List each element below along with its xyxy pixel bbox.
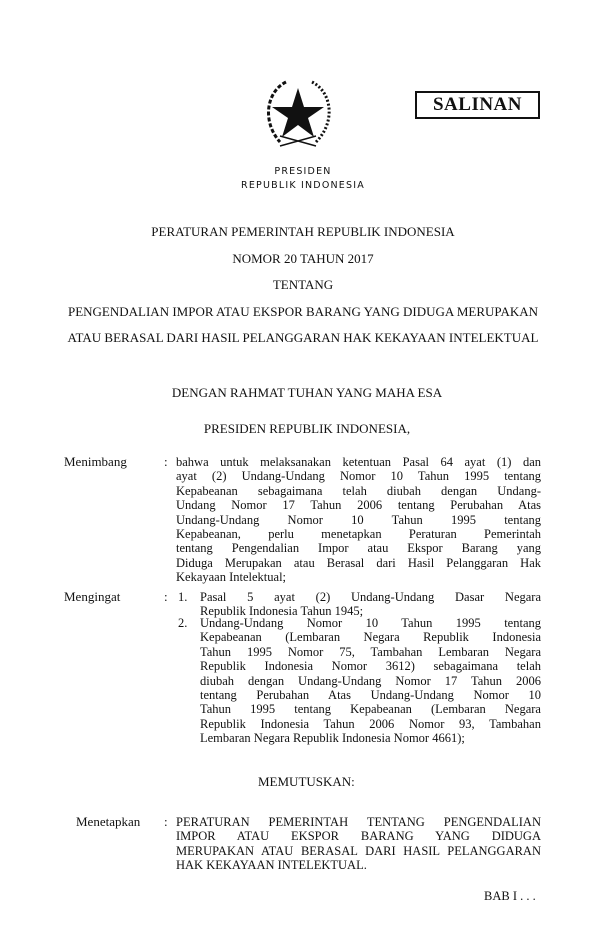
text-line: Republik Indonesia Tahun 1945; bbox=[200, 604, 364, 619]
tentang-heading: TENTANG bbox=[272, 277, 334, 292]
text-line: Kepabeanan (Lembaran Negara Republik Indonesia bbox=[200, 630, 541, 645]
text-line: Kekayaan Intelektual; bbox=[176, 570, 287, 585]
menetapkan-label: Menetapkan bbox=[76, 814, 141, 829]
subject-line-1: PENGENDALIAN IMPOR ATAU EKSPOR BARANG YANG DIDUGA MERUPAKAN bbox=[67, 304, 538, 319]
menetapkan-text bbox=[176, 815, 541, 873]
office-line-republik: REPUBLIK INDONESIA bbox=[241, 180, 365, 191]
text-line: MERUPAKAN ATAU BERASAL DARI HASIL PELANGGARAN bbox=[176, 843, 541, 858]
text-line: Kepabeanan, perlu menetapkan Peraturan Pemerintah bbox=[176, 526, 541, 541]
text-line: tentang Pengendalian Impor atau Ekspor Barang yang bbox=[176, 541, 541, 556]
regulation-number: NOMOR 20 TAHUN 2017 bbox=[232, 251, 374, 266]
president-heading: PRESIDEN REPUBLIK INDONESIA, bbox=[203, 421, 411, 436]
mengingat-colon: : bbox=[164, 589, 168, 604]
text-line: Lembaran Negara Republik Indonesia Nomor 4661); bbox=[200, 731, 465, 746]
text-line: ayat (2) Undang-Undang Nomor 10 Tahun 1995 tentang bbox=[176, 469, 541, 484]
text-line: tentang Perubahan Atas Undang-Undang Nomor 10 bbox=[200, 687, 541, 702]
menimbang-colon: : bbox=[164, 454, 168, 469]
memutuskan-heading: MEMUTUSKAN: bbox=[258, 774, 355, 789]
text-line: Kepabeanan sebagaimana telah diubah dengan Undang- bbox=[176, 483, 541, 498]
menetapkan-colon: : bbox=[164, 814, 168, 829]
text-line: Undang Nomor 17 Tahun 2006 tentang Perubahan Atas bbox=[176, 498, 541, 513]
text-line: PERATURAN PEMERINTAH TENTANG PENGENDALIAN bbox=[176, 815, 541, 829]
subject-line-2: ATAU BERASAL DARI HASIL PELANGGARAN HAK KEKAYAAN INTELEKTUAL bbox=[67, 330, 539, 345]
text-line: Tahun 1995 Nomor 75, Tambahan Lembaran Negara bbox=[200, 644, 541, 659]
text-line: Republik Indonesia Tahun 2006 Nomor 93, Tambahan bbox=[200, 716, 541, 731]
text-line: Republik Indonesia Nomor 3612) sebagaimana telah bbox=[200, 659, 541, 674]
menimbang-text bbox=[176, 455, 541, 585]
text-line: Diduga Merupakan atau Berasal dari Hasil Pelanggaran Hak bbox=[176, 555, 541, 570]
salinan-stamp: SALINAN bbox=[415, 91, 540, 119]
text-line: bahwa untuk melaksanakan ketentuan Pasal 64 ayat (1) dan bbox=[176, 455, 541, 469]
mengingat-item-2 bbox=[200, 616, 541, 746]
text-line: Undang-Undang Nomor 10 Tahun 1995 tentang bbox=[200, 616, 541, 630]
text-line: Pasal 5 ayat (2) Undang-Undang Dasar Negara bbox=[200, 590, 541, 604]
garuda-presidential-emblem bbox=[256, 72, 340, 156]
item-number: 1. bbox=[178, 590, 188, 604]
text-line: HAK KEKAYAAN INTELEKTUAL. bbox=[176, 858, 367, 873]
text-line: diubah dengan Undang-Undang Nomor 17 Tahun 2006 bbox=[200, 673, 541, 688]
blessing: DENGAN RAHMAT TUHAN YANG MAHA ESA bbox=[171, 385, 443, 400]
next-page-catchword: BAB I . . . bbox=[484, 889, 536, 903]
regulation-title: PERATURAN PEMERINTAH REPUBLIK INDONESIA bbox=[151, 224, 455, 239]
text-line: IMPOR ATAU EKSPOR BARANG YANG DIDUGA bbox=[176, 829, 541, 844]
text-line: Tahun 1995 tentang Kepabeanan (Lembaran Negara bbox=[200, 702, 541, 717]
office-line-presiden: PRESIDEN bbox=[274, 166, 332, 177]
item-number: 2. bbox=[178, 616, 188, 630]
mengingat-item-1 bbox=[200, 590, 541, 619]
menimbang-label: Menimbang bbox=[64, 454, 127, 469]
text-line: Undang-Undang Nomor 10 Tahun 1995 tentang bbox=[176, 512, 541, 527]
mengingat-label: Mengingat bbox=[64, 589, 121, 604]
